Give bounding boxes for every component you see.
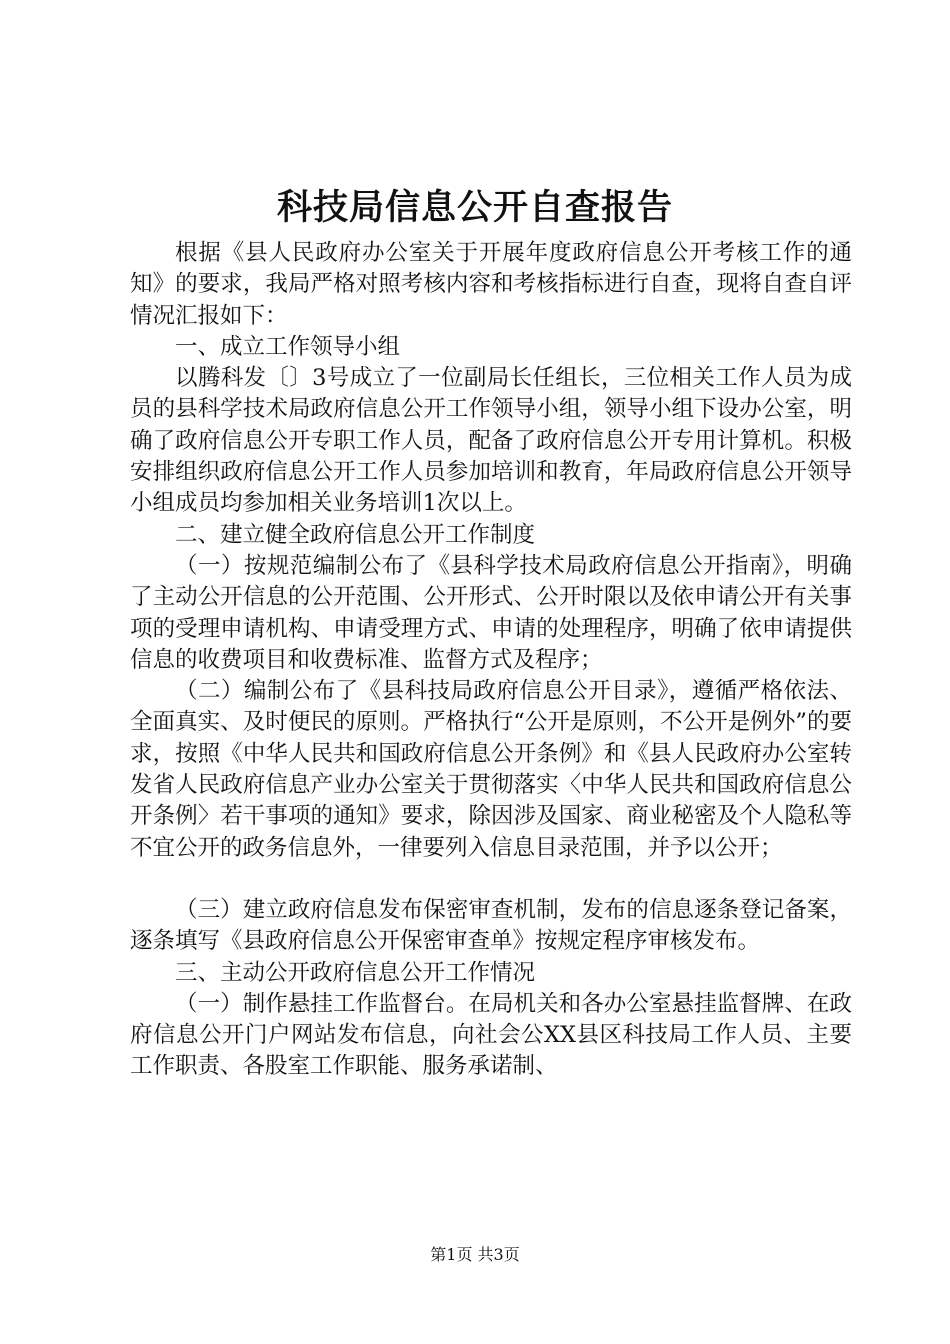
paragraph-section-2-item-3: （三）建立政府信息发布保密审查机制，发布的信息逐条登记备案，逐条填写《县政府信息公开保密审查单》按规定程序审核发布。 (130, 896, 852, 955)
document-body (130, 238, 852, 1083)
paragraph-intro: 根据《县人民政府办公室关于开展年度政府信息公开考核工作的通知》的要求，我局严格对照考核内容和考核指标进行自查，现将自查自评情况汇报如下： (130, 240, 852, 329)
heading-section-3: 三、主动公开政府信息公开工作情况 (175, 959, 536, 986)
heading-section-2: 二、建立健全政府信息公开工作制度 (175, 521, 536, 548)
page-footer: 第1页 共3页 (430, 1245, 520, 1264)
paragraph-section-1: 以腾科发〔〕3号成立了一位副局长任组长，三位相关工作人员为成员的县科学技术局政府信息公开工作领导小组，领导小组下设办公室，明确了政府信息公开专职工作人员，配备了政府信息公开专用计算机。积极安排组织政府信息公开工作人员参加培训和教育，年局政府信息公开领导小组成员均参加相关业务培训1次以上。 (130, 365, 852, 517)
paragraph-section-3-item-1: （一）制作悬挂工作监督台。在局机关和各办公室悬挂监督牌、在政府信息公开门户网站发布信息，向社会公XX县区科技局工作人员、主要工作职责、各股室工作职能、服务承诺制、 (130, 990, 852, 1080)
paragraph-section-2-item-1: （一）按规范编制公布了《县科学技术局政府信息公开指南》，明确了主动公开信息的公开范围、公开形式、公开时限以及依申请公开有关事项的受理申请机构、申请受理方式、申请的处理程序，明确了依申请提供信息的收费项目和收费标准、监督方式及程序； (130, 552, 852, 673)
paragraph-section-2-item-2: （二）编制公布了《县科技局政府信息公开目录》，遵循严格依法、全面真实、及时便民的原则。严格执行“公开是原则，不公开是例外”的要求，按照《中华人民共和国政府信息公开条例》和《县人民政府办公室转发省人民政府信息产业办公室关于贯彻落实〈中华人民共和国政府信息公开条例〉若干事项的通知》要求，除因涉及国家、商业秘密及个人隐私等不宜公开的政务信息外，一律要列入信息目录范围，并予以公开； (130, 678, 852, 861)
heading-section-1: 一、成立工作领导小组 (175, 333, 401, 360)
document-title: 科技局信息公开自查报告 (276, 187, 673, 228)
